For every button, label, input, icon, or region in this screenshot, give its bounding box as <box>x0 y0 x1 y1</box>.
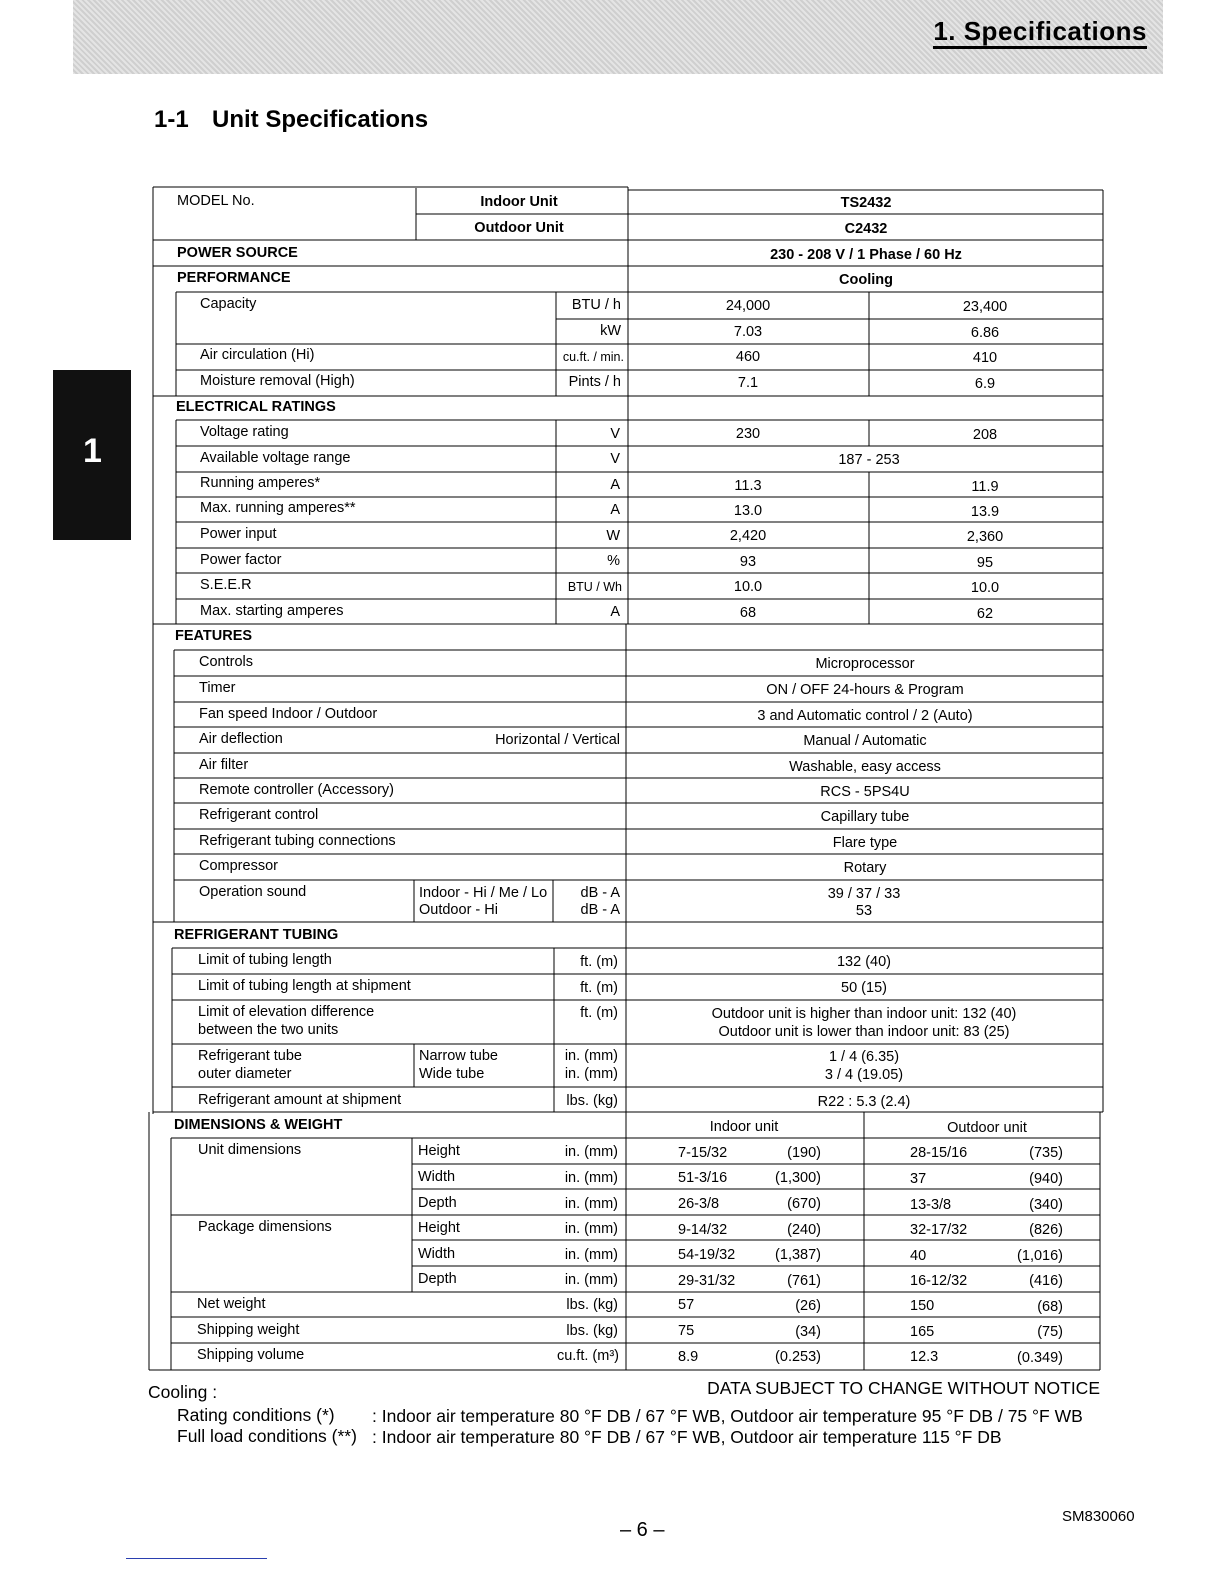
refrigerant-amount-unit: lbs. (kg) <box>566 1093 618 1109</box>
weight-indoor-lbs: 57 <box>678 1297 695 1313</box>
spec-value-230v: 11.3 <box>734 478 762 494</box>
weight-outdoor-kg: (0.349) <box>1017 1350 1063 1366</box>
dim-sub: Depth <box>418 1271 457 1287</box>
unit-dimensions-label: Unit dimensions <box>198 1142 302 1158</box>
disclaimer: DATA SUBJECT TO CHANGE WITHOUT NOTICE <box>707 1378 1100 1398</box>
feature-label: Air filter <box>199 757 249 773</box>
feature-value: Manual / Automatic <box>803 733 927 749</box>
dim-indoor-in: 54-19/32 <box>678 1247 736 1263</box>
dim-indoor-mm: (1,387) <box>775 1247 821 1263</box>
dim-outdoor-in: 16-12/32 <box>910 1273 968 1289</box>
dim-outdoor-mm: (1,016) <box>1017 1248 1063 1264</box>
feature-value: 3 and Automatic control / 2 (Auto) <box>757 708 973 724</box>
dim-sub: Width <box>418 1246 456 1262</box>
feature-label: Compressor <box>199 858 278 874</box>
wide-tube-value: 3 / 4 (19.05) <box>824 1067 904 1083</box>
spec-value-208v: 410 <box>972 350 998 366</box>
dim-indoor-in: 7-15/32 <box>678 1145 728 1161</box>
spec-value-230v: 24,000 <box>725 298 771 314</box>
spec-value-208v: 11.9 <box>971 479 999 495</box>
dim-indoor-in: 26-3/8 <box>678 1196 720 1212</box>
weight-indoor-kg: (34) <box>795 1324 821 1340</box>
model-label: MODEL No. <box>177 193 255 209</box>
weight-outdoor-lbs: 165 <box>910 1324 935 1340</box>
elevation-label: Limit of elevation difference <box>198 1004 375 1020</box>
elevation-unit: ft. (m) <box>580 1005 618 1021</box>
spec-value-230v: 68 <box>739 605 757 621</box>
features-label: FEATURES <box>175 628 253 644</box>
spec-unit: A <box>610 604 620 620</box>
section-number: 1-1 <box>154 106 189 133</box>
spec-unit: V <box>610 426 620 442</box>
spec-value-208v: 10.0 <box>970 580 1000 596</box>
weight-indoor-kg: (0.253) <box>775 1349 821 1365</box>
dim-indoor-in: 51-3/16 <box>678 1170 728 1186</box>
dim-outdoor-in: 40 <box>910 1248 927 1264</box>
dim-unit: in. (mm) <box>564 1144 618 1160</box>
tube-diameter-label: Refrigerant tube <box>198 1048 302 1064</box>
weight-outdoor-lbs: 12.3 <box>910 1349 939 1365</box>
feature-label: Fan speed Indoor / Outdoor <box>199 706 378 722</box>
spec-value-208v: 13.9 <box>970 504 1000 520</box>
spec-value-230v: 13.0 <box>733 503 763 519</box>
dim-sub: Width <box>418 1169 456 1185</box>
dim-sub: Depth <box>418 1195 457 1211</box>
tube-diameter-label-2: outer diameter <box>198 1066 292 1082</box>
outdoor-model-value: C2432 <box>844 221 888 237</box>
tubing-shipment-unit: ft. (m) <box>580 980 618 996</box>
rating-conditions-text: : Indoor air temperature 80 °F DB / 67 °F WB, Outdoor air temperature 95 °F DB / 75 °F WB <box>372 1406 1083 1426</box>
spec-value-208v: 6.9 <box>974 376 996 392</box>
spec-label: Available voltage range <box>200 450 351 466</box>
feature-label: Air deflection <box>199 731 283 747</box>
spec-unit: W <box>606 528 620 544</box>
rating-conditions-label: Rating conditions (*) <box>177 1405 335 1425</box>
dim-indoor-mm: (670) <box>787 1196 821 1212</box>
dim-indoor-mm: (190) <box>787 1145 821 1161</box>
feature-sub: Horizontal / Vertical <box>495 732 620 748</box>
spec-value-208v: 208 <box>972 427 998 443</box>
elevation-value-lower: Outdoor unit is lower than indoor unit: 83 (25) <box>718 1024 1010 1040</box>
feature-label: Remote controller (Accessory) <box>199 782 394 798</box>
spec-unit: % <box>607 553 620 569</box>
spec-value-230v: 10.0 <box>733 579 763 595</box>
weight-indoor-kg: (26) <box>795 1298 821 1314</box>
narrow-tube-unit: in. (mm) <box>564 1048 618 1064</box>
dim-indoor-in: 29-31/32 <box>678 1273 736 1289</box>
dimensions-label: DIMENSIONS & WEIGHT <box>174 1117 343 1133</box>
outdoor-unit-label: Outdoor Unit <box>474 220 564 236</box>
feature-label: Refrigerant control <box>199 807 319 823</box>
weight-unit: lbs. (kg) <box>566 1323 618 1339</box>
footer-rule <box>126 1558 267 1559</box>
feature-label: Refrigerant tubing connections <box>199 833 396 849</box>
spec-value-230v: 7.1 <box>737 375 759 391</box>
weight-outdoor-lbs: 150 <box>910 1298 935 1314</box>
tubing-length-unit: ft. (m) <box>580 954 618 970</box>
elevation-value-higher: Outdoor unit is higher than indoor unit: 132 (40) <box>711 1006 1017 1022</box>
sound-indoor-value: 39 / 37 / 33 <box>827 886 901 902</box>
electrical-label: ELECTRICAL RATINGS <box>176 399 336 415</box>
dim-unit: in. (mm) <box>564 1170 618 1186</box>
refrigerant-amount-label: Refrigerant amount at shipment <box>198 1092 402 1108</box>
dim-unit: in. (mm) <box>564 1272 618 1288</box>
spec-unit: A <box>610 477 620 493</box>
sound-outdoor-value: 53 <box>855 903 873 919</box>
dim-outdoor-mm: (735) <box>1029 1145 1063 1161</box>
power-source-value: 230 - 208 V / 1 Phase / 60 Hz <box>770 247 962 263</box>
spec-value-230v: 7.03 <box>733 324 763 340</box>
page-number: – 6 – <box>620 1519 665 1541</box>
spec-label: Voltage rating <box>200 424 289 440</box>
spec-value-range: 187 - 253 <box>838 452 900 468</box>
dim-indoor-mm: (1,300) <box>775 1170 821 1186</box>
dim-sub: Height <box>418 1143 460 1159</box>
dim-indoor-in: 9-14/32 <box>678 1222 728 1238</box>
chapter-tab-number: 1 <box>83 432 102 470</box>
weight-unit: lbs. (kg) <box>566 1297 618 1313</box>
weight-label: Net weight <box>197 1296 266 1312</box>
dim-unit: in. (mm) <box>564 1196 618 1212</box>
performance-mode: Cooling <box>839 272 893 288</box>
sound-outdoor-unit: dB - A <box>580 902 620 918</box>
feature-value: RCS - 5PS4U <box>820 784 910 800</box>
spec-value-208v: 6.86 <box>970 325 1000 341</box>
feature-value: Capillary tube <box>820 809 910 825</box>
feature-label: Timer <box>199 680 236 696</box>
tubing-label: REFRIGERANT TUBING <box>174 927 339 943</box>
spec-label: Capacity <box>200 296 257 312</box>
spec-value-230v: 93 <box>739 554 757 570</box>
tubing-length-value: 132 (40) <box>836 954 892 970</box>
spec-label: Power factor <box>200 552 282 568</box>
weight-indoor-lbs: 75 <box>678 1323 695 1339</box>
spec-unit: V <box>610 451 620 467</box>
chapter-title: 1. Specifications <box>933 16 1147 49</box>
weight-label: Shipping weight <box>197 1322 300 1338</box>
wide-tube-sub: Wide tube <box>419 1066 485 1082</box>
document-code: SM830060 <box>1062 1508 1135 1525</box>
tubing-shipment-value: 50 (15) <box>841 980 887 996</box>
col-indoor-unit: Indoor unit <box>709 1119 779 1135</box>
spec-unit: cu.ft. / min. <box>562 350 624 364</box>
power-source-label: POWER SOURCE <box>177 245 298 261</box>
full-load-conditions-text: : Indoor air temperature 80 °F DB / 67 °F WB, Outdoor air temperature 115 °F DB <box>372 1427 1002 1447</box>
sound-outdoor-sub: Outdoor - Hi <box>419 902 498 918</box>
spec-value-230v: 460 <box>735 349 761 365</box>
feature-value: Rotary <box>843 860 887 876</box>
elevation-label-2: between the two units <box>198 1022 339 1038</box>
indoor-unit-label: Indoor Unit <box>480 194 558 210</box>
narrow-tube-value: 1 / 4 (6.35) <box>828 1049 900 1065</box>
indoor-model-value: TS2432 <box>840 195 892 211</box>
spec-value-208v: 62 <box>976 606 994 622</box>
spec-label: Moisture removal (High) <box>200 373 355 389</box>
narrow-tube-sub: Narrow tube <box>419 1048 498 1064</box>
tubing-shipment-label: Limit of tubing length at shipment <box>198 978 411 994</box>
spec-label: S.E.E.R <box>200 577 252 593</box>
cooling-note-label: Cooling : <box>148 1382 218 1402</box>
dim-unit: in. (mm) <box>564 1247 618 1263</box>
feature-value: ON / OFF 24-hours & Program <box>766 682 964 698</box>
feature-value: Microprocessor <box>815 656 915 672</box>
spec-unit: BTU / h <box>571 297 621 313</box>
performance-label: PERFORMANCE <box>177 270 291 286</box>
spec-unit: kW <box>600 323 621 339</box>
spec-value-208v: 2,360 <box>966 529 1004 545</box>
dim-indoor-mm: (761) <box>787 1273 821 1289</box>
package-dimensions-label: Package dimensions <box>198 1219 332 1235</box>
dim-outdoor-mm: (416) <box>1029 1273 1063 1289</box>
spec-value-208v: 23,400 <box>962 299 1008 315</box>
feature-label: Controls <box>199 654 253 670</box>
operation-sound-label: Operation sound <box>199 884 307 900</box>
spec-label: Max. running amperes** <box>200 500 356 516</box>
dim-outdoor-in: 28-15/16 <box>910 1145 968 1161</box>
feature-value: Washable, easy access <box>789 759 941 775</box>
dim-unit: in. (mm) <box>564 1221 618 1237</box>
dim-outdoor-mm: (940) <box>1029 1171 1063 1187</box>
sound-indoor-sub: Indoor - Hi / Me / Lo <box>419 885 548 901</box>
dim-outdoor-in: 37 <box>910 1171 927 1187</box>
spec-unit: Pints / h <box>568 374 621 390</box>
weight-outdoor-kg: (75) <box>1037 1324 1063 1340</box>
dim-indoor-mm: (240) <box>787 1222 821 1238</box>
spec-value-230v: 230 <box>735 426 761 442</box>
weight-outdoor-kg: (68) <box>1037 1299 1063 1315</box>
sound-indoor-unit: dB - A <box>580 885 620 901</box>
section-title: Unit Specifications <box>212 106 429 133</box>
wide-tube-unit: in. (mm) <box>564 1066 618 1082</box>
weight-unit: cu.ft. (m³) <box>556 1348 619 1364</box>
dim-outdoor-in: 32-17/32 <box>910 1222 968 1238</box>
spec-unit: BTU / Wh <box>567 580 622 594</box>
col-outdoor-unit: Outdoor unit <box>947 1120 1027 1136</box>
dim-outdoor-mm: (826) <box>1029 1222 1063 1238</box>
spec-label: Air circulation (Hi) <box>200 347 315 363</box>
dim-outdoor-mm: (340) <box>1029 1197 1063 1213</box>
refrigerant-amount-value: R22 : 5.3 (2.4) <box>817 1094 911 1110</box>
weight-indoor-lbs: 8.9 <box>678 1349 699 1365</box>
spec-label: Max. starting amperes <box>200 603 344 619</box>
spec-unit: A <box>610 502 620 518</box>
full-load-conditions-label: Full load conditions (**) <box>177 1426 357 1446</box>
spec-label: Power input <box>200 526 277 542</box>
spec-label: Running amperes* <box>200 475 321 491</box>
spec-value-230v: 2,420 <box>729 528 767 544</box>
dim-sub: Height <box>418 1220 460 1236</box>
feature-value: Flare type <box>832 835 898 851</box>
tubing-length-label: Limit of tubing length <box>198 952 332 968</box>
dim-outdoor-in: 13-3/8 <box>910 1197 952 1213</box>
spec-value-208v: 95 <box>976 555 994 571</box>
weight-label: Shipping volume <box>197 1347 305 1363</box>
